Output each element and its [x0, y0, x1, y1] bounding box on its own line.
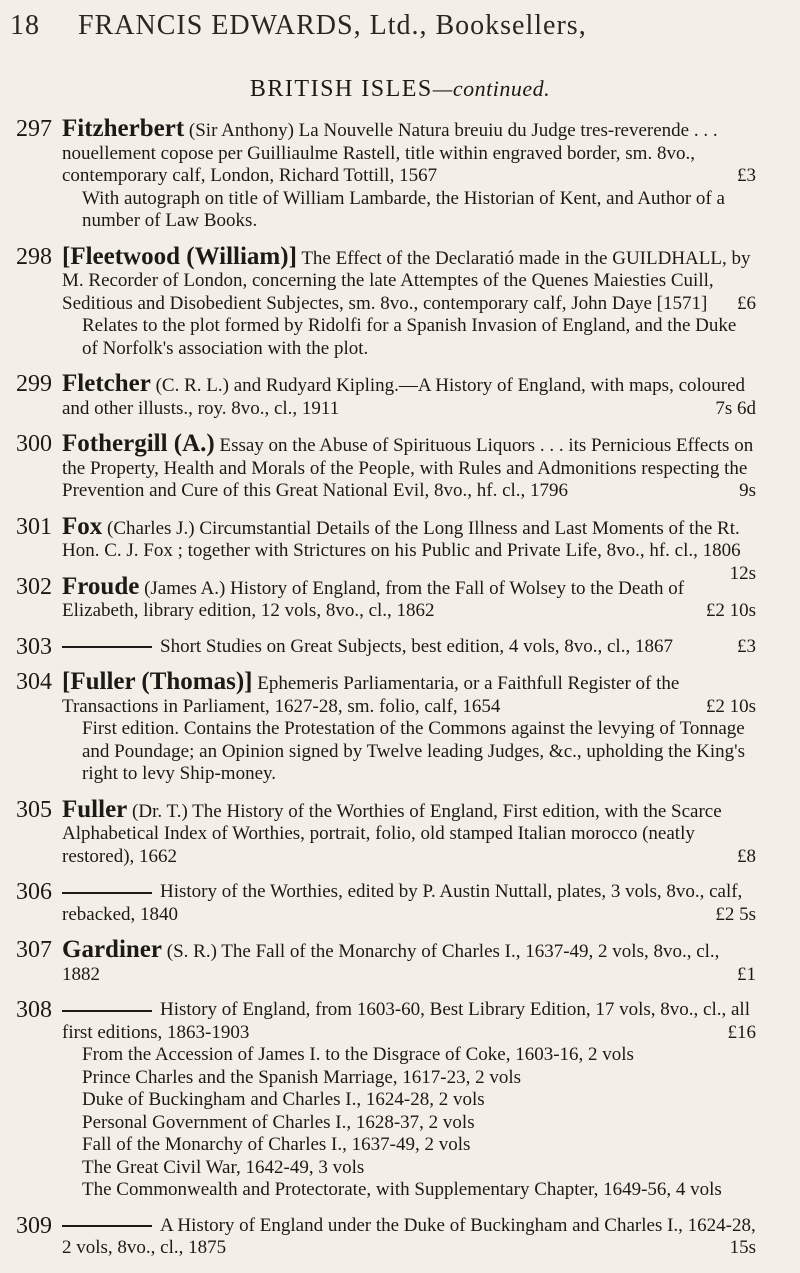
entry-author: Fuller — [62, 795, 128, 823]
entry-body — [62, 668, 756, 718]
entry-price: £3 — [737, 165, 756, 186]
entry-body — [62, 370, 756, 420]
entry-description: (James A.) History of England, from the Fall of Wolsey to the Death of Elizabeth, library edition, 12 vols, 8vo., cl., 1862 — [62, 577, 685, 621]
ditto-rule — [62, 646, 152, 648]
entry-number: 299 — [16, 371, 52, 397]
entry-body — [62, 512, 756, 584]
section-name: BRITISH ISLES — [249, 76, 433, 102]
entry-description: A History of England under the Duke of Buckingham and Charles I., 1624-28, 2 vols, 8vo., cl., 1875 — [62, 1214, 756, 1258]
entry-description: (Sir Anthony) La Nouvelle Natura breuiu du Judge tres-reverende . . . nouellement copose per Guilliaulme Rastell, title within engraved border, sm. 8vo., contemporary calf, London, Richard Tottill, 1567 — [62, 120, 718, 186]
entry-list — [0, 115, 800, 1273]
entry-price: 15s — [729, 1237, 756, 1258]
entry-description: (S. R.) The Fall of the Monarchy of Charles I., 1637-49, 2 vols, 8vo., cl., 1882 — [62, 941, 720, 985]
entry-description: (C. R. L.) and Rudyard Kipling.—A History of England, with maps, coloured and other illusts., roy. 8vo., cl., 1911 — [62, 375, 746, 419]
entry-price: £6 — [737, 292, 756, 314]
entry-number: 307 — [16, 937, 52, 963]
entry-number: 298 — [16, 243, 52, 270]
entry-body — [62, 881, 756, 926]
entry-number: 300 — [16, 431, 52, 457]
entry-note: Fall of the Monarchy of Charles I., 1637-49, 2 vols — [82, 1134, 471, 1155]
entry-body — [62, 999, 756, 1044]
entry-note: The Great Civil War, 1642-49, 3 vols — [82, 1156, 365, 1178]
entry-body — [62, 115, 756, 188]
entry-price: £8 — [737, 845, 756, 867]
entry-author: Fletcher — [62, 370, 151, 397]
entry-description: (Dr. T.) The History of the Worthies of England, First edition, with the Scarce Alphabetical Index of Worthies, portrait, folio, old stamped Italian morocco (neatly restored), 1662 — [62, 800, 722, 867]
page-number: 18 — [10, 10, 40, 41]
entry-description: History of the Worthies, edited by P. Austin Nuttall, plates, 3 vols, 8vo., calf, rebacked, 1840 — [62, 881, 743, 925]
entry-price: 7s 6d — [715, 397, 756, 419]
catalogue-entry — [0, 1212, 800, 1260]
entry-number: 302 — [16, 573, 52, 600]
entry-note: With autograph on title of William Lambarde, the Historian of Kent, and Author of a number of Law Books. — [82, 187, 725, 231]
entry-note: The Commonwealth and Protectorate, with Supplementary Chapter, 1649-56, 4 vols — [82, 1179, 722, 1200]
entry-description: (Charles J.) Circumstantial Details of the Long Illness and Last Moments of the Rt. Hon. C. J. Fox ; together with Strictures on his Public and Private Life, 8vo., hf. cl., 1806 — [62, 517, 741, 561]
catalogue-entry — [0, 633, 800, 660]
entry-price: 12s — [729, 562, 756, 584]
entry-description: The Effect of the Declaratió made in the GUILDHALL, by M. Recorder of London, concerning the late Attemptes of the Quenes Maiesties Cuill, Seditious and Disobedient Subjectes, sm. 8vo., contemporary calf, John Daye [1571] — [62, 247, 751, 314]
entry-author: Fox — [62, 512, 103, 540]
entry-body — [62, 636, 756, 659]
entry-author: Fitzherbert — [62, 115, 185, 142]
entry-author: [Fleetwood (William)] — [62, 242, 297, 270]
entry-description: History of England, from 1603-60, Best Library Edition, 17 vols, 8vo., cl., all first editions, 1863-1903 — [62, 999, 750, 1043]
ditto-rule — [62, 1010, 152, 1012]
catalogue-entry — [0, 430, 800, 503]
entry-author: Gardiner — [62, 936, 162, 963]
entry-description: Short Studies on Great Subjects, best edition, 4 vols, 8vo., cl., 1867 — [160, 635, 673, 657]
entry-body — [62, 795, 756, 869]
entry-author: [Fuller (Thomas)] — [62, 668, 253, 695]
entry-number: 308 — [16, 997, 52, 1023]
entry-author: Fothergill (A.) — [62, 430, 215, 457]
catalogue-entry — [0, 242, 800, 361]
entry-number: 297 — [16, 116, 52, 142]
entry-number: 306 — [16, 879, 52, 905]
entry-note: Duke of Buckingham and Charles I., 1624-28, 2 vols — [82, 1089, 485, 1110]
entry-price: £2 10s — [705, 695, 756, 717]
entry-body — [62, 1215, 756, 1260]
entry-body — [62, 936, 756, 986]
entry-note: Prince Charles and the Spanish Marriage, 1617-23, 2 vols — [82, 1066, 522, 1088]
entry-number: 309 — [16, 1212, 52, 1239]
catalogue-entry — [0, 512, 800, 584]
entry-author: Froude — [62, 572, 140, 600]
entry-description: Ephemeris Parliamentaria, or a Faithfull Register of the Transactions in Parliament, 1627-28, sm. folio, calf, 1654 — [62, 673, 680, 717]
entry-note: Relates to the plot formed by Ridolfi for a Spanish Invasion of England, and the Duke of Norfolk's association with the plot. — [82, 315, 737, 359]
catalogue-entry — [0, 795, 800, 869]
entry-price: £1 — [737, 963, 756, 985]
ditto-rule — [62, 1225, 152, 1227]
entry-number: 304 — [16, 669, 52, 695]
ditto-rule — [62, 892, 152, 894]
running-head — [0, 0, 800, 60]
entry-number: 303 — [16, 633, 52, 660]
catalogue-entry — [0, 668, 800, 786]
catalogue-entry — [0, 115, 800, 233]
entry-body — [62, 242, 756, 316]
entry-number: 301 — [16, 513, 52, 540]
entry-note: Personal Government of Charles I., 1628-37, 2 vols — [82, 1111, 475, 1133]
catalogue-entry — [0, 936, 800, 986]
entry-price: 9s — [739, 480, 756, 501]
entry-price: £2 5s — [715, 903, 756, 925]
publisher-heading: FRANCIS EDWARDS, Ltd., Booksellers, — [78, 10, 587, 41]
catalogue-entry — [0, 999, 800, 1202]
entry-body — [62, 430, 756, 503]
entry-price: £16 — [727, 1021, 756, 1043]
section-title — [0, 76, 800, 103]
entry-price: £3 — [737, 635, 756, 657]
entry-note: From the Accession of James I. to the Disgrace of Coke, 1603-16, 2 vols — [82, 1044, 634, 1065]
section-continued: —continued. — [432, 76, 551, 101]
entry-note: First edition. Contains the Protestation of the Commons against the levying of Tonnage and Poundage; an Opinion signed by Twelve leading Judges, &c., upholding the King's right to levy Ship-money. — [82, 718, 745, 784]
entry-number: 305 — [16, 796, 52, 823]
entry-price: £2 10s — [705, 600, 756, 621]
entry-description: Essay on the Abuse of Spirituous Liquors . . . its Pernicious Effects on the Property, Health and Morals of the People, with Rules and Admonitions respecting the Prevention and Cure of this Great National Evil, 8vo., hf. cl., 1796 — [62, 435, 754, 501]
catalogue-entry — [0, 370, 800, 420]
catalogue-entry — [0, 881, 800, 926]
